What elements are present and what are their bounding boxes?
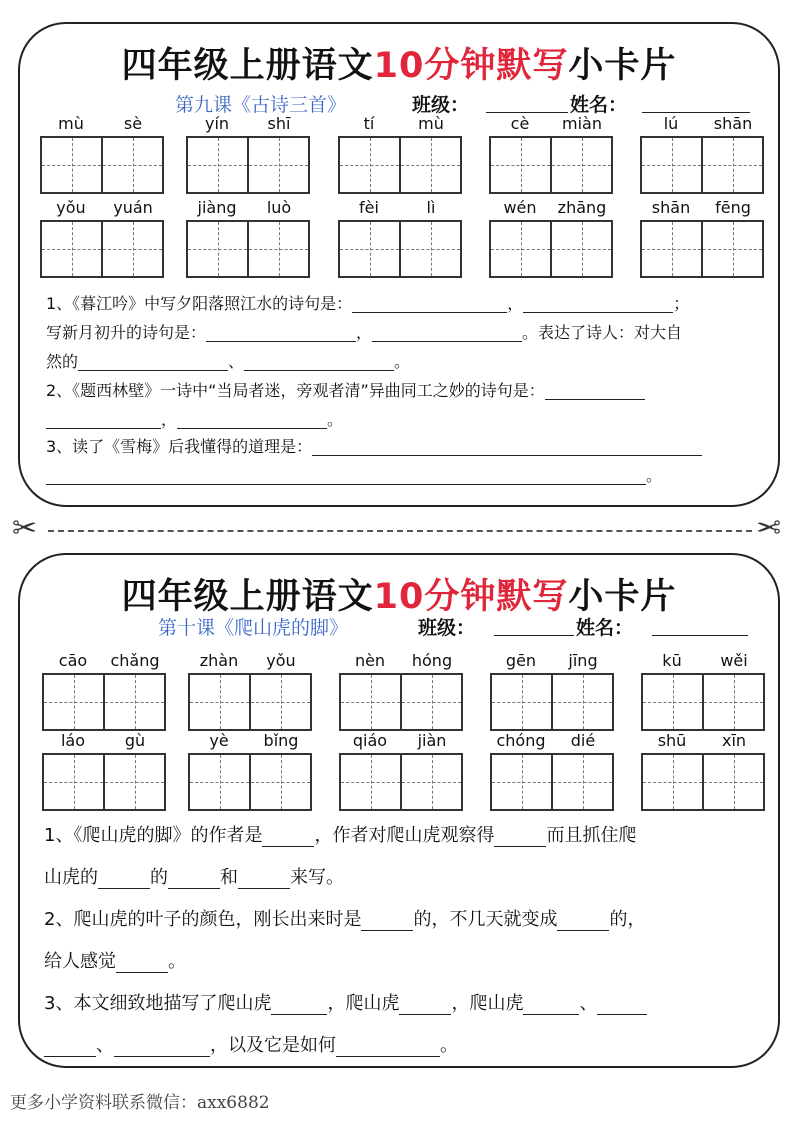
pinyin: fèi	[359, 198, 379, 217]
answer-blank[interactable]	[177, 412, 327, 429]
pinyin: zhàn	[199, 651, 239, 670]
writing-grid[interactable]	[40, 220, 164, 278]
title-part-3: 小卡片	[568, 577, 677, 617]
answer-blank[interactable]	[352, 296, 507, 313]
pinyin: dié	[570, 731, 596, 750]
lesson-title: 第十课《爬山虎的脚》	[158, 617, 349, 639]
card-title	[20, 569, 778, 619]
card-title	[20, 38, 778, 88]
pinyin: xīn	[721, 731, 747, 750]
question-1-line-2: 写新月初升的诗句是： ， 。表达了诗人：对大自	[46, 323, 683, 342]
answer-blank[interactable]	[44, 1038, 96, 1057]
class-label: 班级：	[418, 617, 476, 639]
pinyin: láo	[60, 731, 86, 750]
answer-blank[interactable]	[206, 325, 356, 342]
question-3-line-2: 。	[46, 466, 662, 485]
writing-grid[interactable]	[489, 136, 613, 194]
writing-grid[interactable]	[186, 136, 310, 194]
title-part-1: 四年级上册语文	[121, 46, 374, 86]
answer-blank[interactable]	[116, 954, 168, 973]
answer-blank[interactable]	[78, 354, 228, 371]
pinyin: wěi	[720, 651, 748, 670]
pinyin: lú	[663, 114, 679, 133]
answer-blank[interactable]	[557, 912, 609, 931]
writing-grid[interactable]	[42, 753, 166, 811]
answer-blank[interactable]	[523, 996, 579, 1015]
answer-blank[interactable]	[238, 870, 290, 889]
answer-blank[interactable]	[98, 870, 150, 889]
answer-blank[interactable]	[494, 828, 546, 847]
answer-blank[interactable]	[372, 325, 522, 342]
answer-blank[interactable]	[545, 383, 645, 400]
pinyin: shū	[657, 731, 687, 750]
answer-blank[interactable]	[271, 996, 327, 1015]
pinyin: mù	[58, 114, 84, 133]
pinyin: hóng	[411, 651, 453, 670]
name-field[interactable]	[652, 635, 748, 636]
writing-grid[interactable]	[40, 136, 164, 194]
writing-grid[interactable]	[186, 220, 310, 278]
card-lesson-10	[18, 553, 780, 1068]
footer-contact: 更多小学资料联系微信：axx6882	[10, 1093, 270, 1113]
writing-grid[interactable]	[42, 673, 166, 731]
question-3-line-1: 3、本文细致地描写了爬山虎 ，爬山虎 ，爬山虎 、	[44, 993, 647, 1015]
pinyin: nèn	[354, 651, 386, 670]
writing-grid[interactable]	[338, 220, 462, 278]
writing-grid[interactable]	[188, 673, 312, 731]
pinyin: cāo	[58, 651, 88, 670]
class-field[interactable]	[494, 635, 574, 636]
answer-blank[interactable]	[114, 1038, 210, 1057]
pinyin: kū	[662, 651, 682, 670]
pinyin: yuán	[113, 198, 153, 217]
writing-grid[interactable]	[641, 673, 765, 731]
pinyin: tí	[363, 114, 375, 133]
answer-blank[interactable]	[361, 912, 413, 931]
pinyin: chóng	[496, 731, 546, 750]
question-1-line-1: 1、《爬山虎的脚》的作者是 ，作者对爬山虎观察得 而且抓住爬	[44, 825, 637, 846]
pinyin: sè	[123, 114, 143, 133]
name-label: 姓名：	[576, 617, 634, 639]
pinyin: qiáo	[352, 731, 388, 750]
pinyin: wén	[503, 198, 537, 217]
class-field[interactable]	[486, 112, 568, 113]
writing-grid[interactable]	[640, 136, 764, 194]
writing-grid[interactable]	[490, 673, 614, 731]
answer-blank[interactable]	[244, 354, 394, 371]
pinyin: jiàn	[417, 731, 447, 750]
pinyin: bǐng	[263, 731, 299, 750]
writing-grid[interactable]	[339, 673, 463, 731]
card-lesson-9	[18, 22, 780, 507]
pinyin: yín	[204, 114, 230, 133]
pinyin: fēng	[715, 198, 751, 217]
question-2-line-1: 2、《题西林壁》一诗中“当局者迷，旁观者清”异曲同工之妙的诗句是：	[46, 381, 645, 400]
pinyin: miàn	[562, 114, 602, 133]
question-3-line-2: 、 ，以及它是如何 。	[44, 1035, 458, 1057]
pinyin: shān	[651, 198, 691, 217]
writing-grid[interactable]	[640, 220, 764, 278]
question-2-line-2: ， 。	[46, 410, 343, 429]
title-part-3: 小卡片	[568, 46, 677, 86]
pinyin: yǒu	[56, 198, 86, 217]
pinyin: yè	[209, 731, 229, 750]
pinyin: mù	[418, 114, 444, 133]
name-label: 姓名：	[570, 94, 628, 116]
cut-line	[48, 530, 752, 532]
class-label: 班级：	[412, 94, 470, 116]
pinyin: yǒu	[266, 651, 296, 670]
pinyin: cè	[510, 114, 530, 133]
title-part-2: 10分钟默写	[373, 46, 569, 86]
scissors-icon: ✂	[756, 511, 782, 546]
answer-blank[interactable]	[597, 996, 647, 1015]
pinyin: jīng	[568, 651, 598, 670]
pinyin: gù	[124, 731, 146, 750]
pinyin: shān	[713, 114, 753, 133]
answer-blank[interactable]	[399, 996, 451, 1015]
answer-blank[interactable]	[46, 412, 161, 429]
title-part-1: 四年级上册语文	[121, 577, 374, 617]
question-1-line-2: 山虎的 的 和 来写。	[44, 867, 344, 888]
question-1-line-1: 1、《暮江吟》中写夕阳落照江水的诗句是： ， ；	[46, 294, 690, 313]
answer-blank[interactable]	[523, 296, 673, 313]
question-2-line-1: 2、爬山虎的叶子的颜色，刚长出来时是 的，不几天就变成 的，	[44, 909, 646, 930]
pinyin: chǎng	[110, 651, 160, 670]
pinyin: jiàng	[197, 198, 237, 217]
pinyin: lì	[426, 198, 436, 217]
writing-grid[interactable]	[188, 753, 312, 811]
answer-blank[interactable]	[168, 870, 220, 889]
pinyin: luò	[266, 198, 292, 217]
question-3-line-1: 3、读了《雪梅》后我懂得的道理是：	[46, 437, 702, 456]
writing-grid[interactable]	[490, 753, 614, 811]
answer-blank[interactable]	[262, 828, 314, 847]
writing-grid[interactable]	[489, 220, 613, 278]
question-2-line-2: 给人感觉 。	[44, 951, 186, 972]
pinyin: gēn	[505, 651, 537, 670]
question-1-line-3: 然的 、 。	[46, 352, 411, 371]
pinyin: zhāng	[557, 198, 607, 217]
writing-grid[interactable]	[338, 136, 462, 194]
answer-blank[interactable]	[336, 1038, 440, 1057]
scissors-icon: ✂	[12, 511, 38, 546]
answer-blank[interactable]	[312, 439, 702, 456]
pinyin: shī	[267, 114, 291, 133]
title-part-2: 10分钟默写	[373, 577, 569, 617]
lesson-title: 第九课《古诗三首》	[175, 94, 347, 116]
writing-grid[interactable]	[641, 753, 765, 811]
writing-grid[interactable]	[339, 753, 463, 811]
answer-blank[interactable]	[46, 468, 646, 485]
name-field[interactable]	[642, 112, 750, 113]
